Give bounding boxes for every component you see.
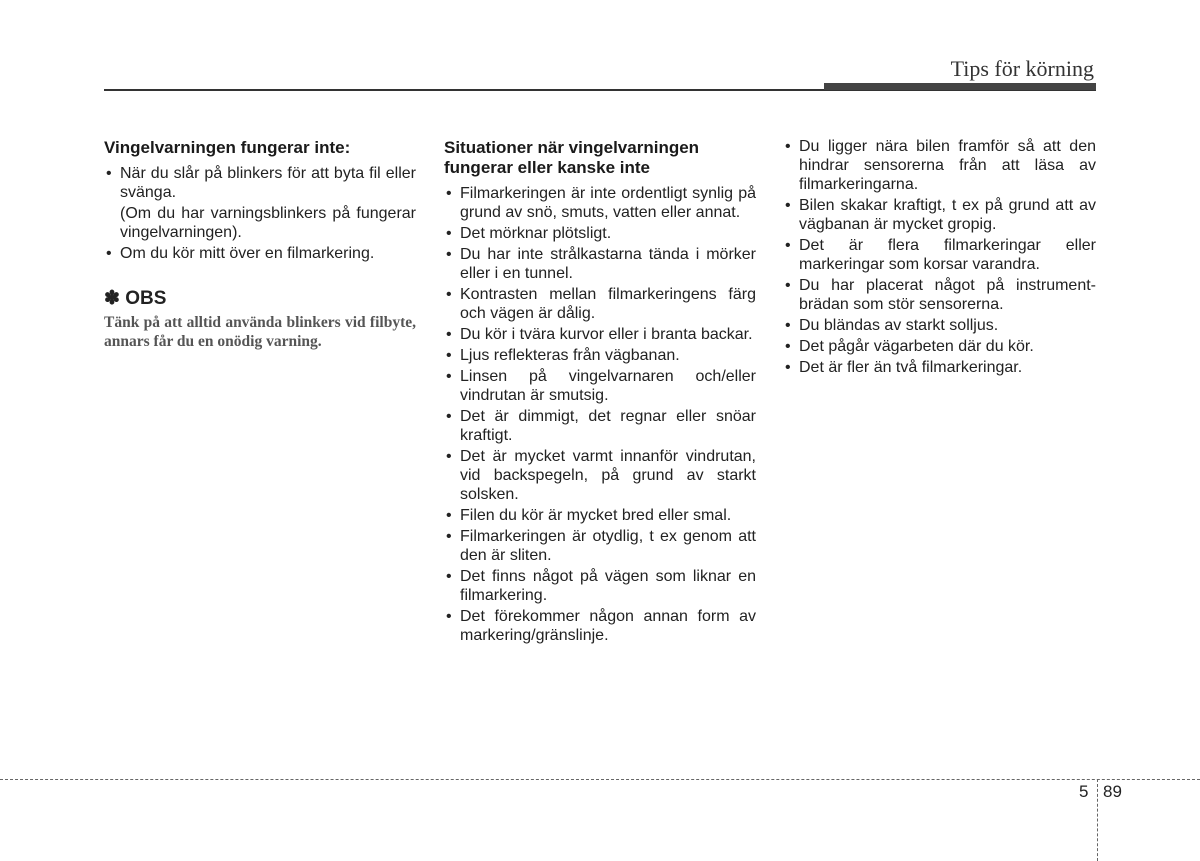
list-item: • Det förekommer någon annan form av markering/gränslinje. (444, 607, 756, 645)
obs-heading: ✽ OBS (104, 288, 167, 309)
bullet-list (104, 164, 416, 202)
page-number: 89 (1103, 782, 1122, 801)
list-item: • Det är flera filmarkeringar eller markeringar som korsar varandra. (783, 236, 1096, 274)
list-item: • Det mörknar plötsligt. (444, 224, 756, 243)
column-3 (783, 137, 1096, 379)
column-1 (104, 138, 416, 351)
obs-text: Tänk på att alltid använda blinkers vid filbyte, annars får du en onödig varning. (104, 314, 416, 350)
list-item: • Det är mycket varmt innanför vindrutan, vid backspegeln, på grund av starkt solsken. (444, 447, 756, 504)
section-heading: Situationer när vingelvarningen fungerar eller kanske inte (444, 138, 700, 177)
list-item: • Filmarkeringen är otydlig, t ex genom att den är sliten. (444, 527, 756, 565)
list-item: • Om du kör mitt över en filmarkering. (104, 244, 416, 263)
list-item: • Du kör i tvära kurvor eller i branta backar. (444, 325, 756, 344)
note-paragraph: (Om du har varningsblinkers på fungerar vingelvarningen). (120, 205, 416, 241)
column-2 (444, 138, 756, 647)
bullet-list (783, 137, 1096, 377)
bullet-list (444, 184, 756, 645)
list-item: • Filen du kör är mycket bred eller smal. (444, 506, 756, 525)
list-item: • Det är dimmigt, det regnar eller snöar kraftigt. (444, 407, 756, 445)
list-item: • Du bländas av starkt solljus. (783, 316, 1096, 335)
list-item: • Det finns något på vägen som liknar en filmarkering. (444, 567, 756, 605)
list-item: • Kontrasten mellan filmarkeringens färg och vägen är dålig. (444, 285, 756, 323)
footer-page-divider (1097, 779, 1098, 861)
chapter-number: 5 (1079, 782, 1089, 801)
list-item: • Filmarkeringen är inte ordentligt synlig på grund av snö, smuts, vatten eller annat. (444, 184, 756, 222)
bullet-list (104, 244, 416, 263)
list-item: • Bilen skakar kraftigt, t ex på grund att av vägbanan är mycket gropig. (783, 196, 1096, 234)
list-item: • Ljus reflekteras från vägbanan. (444, 346, 756, 365)
section-heading: Vingelvarningen fungerar inte: (104, 138, 351, 157)
header-title: Tips för körning (950, 56, 1094, 81)
footer-divider (0, 779, 1200, 780)
list-item: • När du slår på blinkers för att byta fil eller svänga. (104, 164, 416, 202)
list-item: • Det pågår vägarbeten där du kör. (783, 337, 1096, 356)
list-item: • Linsen på vingelvarnaren och/eller vindrutan är smutsig. (444, 367, 756, 405)
list-item: • Du har placerat något på instrument-brädan som stör sensorerna. (783, 276, 1096, 314)
list-item: • Du har inte strålkastarna tända i mörker eller i en tunnel. (444, 245, 756, 283)
header-rule-accent (824, 83, 1096, 90)
list-item: • Det är fler än två filmarkeringar. (783, 358, 1096, 377)
list-item: • Du ligger nära bilen framför så att den hindrar sensorerna från att läsa av filmarkeringarna. (783, 137, 1096, 194)
